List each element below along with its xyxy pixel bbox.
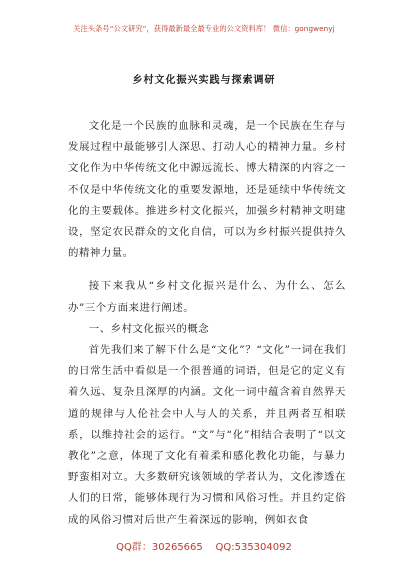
document-body — [68, 116, 346, 531]
paragraph-outline: 接下来我从“乡村文化振兴是什么、为什么、怎么办”三个方面来进行阐述。 — [68, 280, 346, 314]
qq-number-text: QQ:535304092 — [215, 542, 292, 553]
section-heading-concept: 一、乡村文化振兴的概念 — [88, 322, 210, 335]
paragraph-culture-definition: 首先我们来了解下什么是“文化”？“文化”一词在我们的日常生活中看似是一个很普通的词语，但是它的定义有着久远、复杂且深厚的内涵。文化一词中蕴含着自然界天道的规律与人伦社会中人与人的关系，并且两者互相联系，以维持社会的运行。“文”与“化”相结合表明了“以文教化”之意，体现了文化有着柔和感化教化功能，与暴力野蛮相对立。大多数研究该领域的学者认为，文化渗透在人们的日常，能够体现行为习惯和风俗习性。并且约定俗成的风俗习惯对后世产生着深远的影响，例如衣食 — [68, 344, 346, 526]
document-title: 乡村文化振兴实践与探索调研 — [132, 75, 276, 86]
header-banner: 关注头条号“公文研究”，获得最新最全最专业的公文资料库！ 微信：gongwenyj — [73, 24, 335, 33]
qq-group-text: QQ群：30265665 — [116, 542, 203, 553]
footer-contact — [0, 538, 408, 553]
paragraph-intro: 文化是一个民族的血脉和灵魂，是一个民族在生存与发展过程中最能够引人深思、打动人心的精神力量。乡村文化作为中华传统文化中源远流长、博大精深的内容之一不仅是中华传统文化的重要发源地，还是延续中华传统文化的主要载体。推进乡村文化振兴，加强乡村精神文明建设，坚定农民群众的文化自信，可以为乡村振兴提供持久的精神力量。 — [68, 120, 346, 260]
